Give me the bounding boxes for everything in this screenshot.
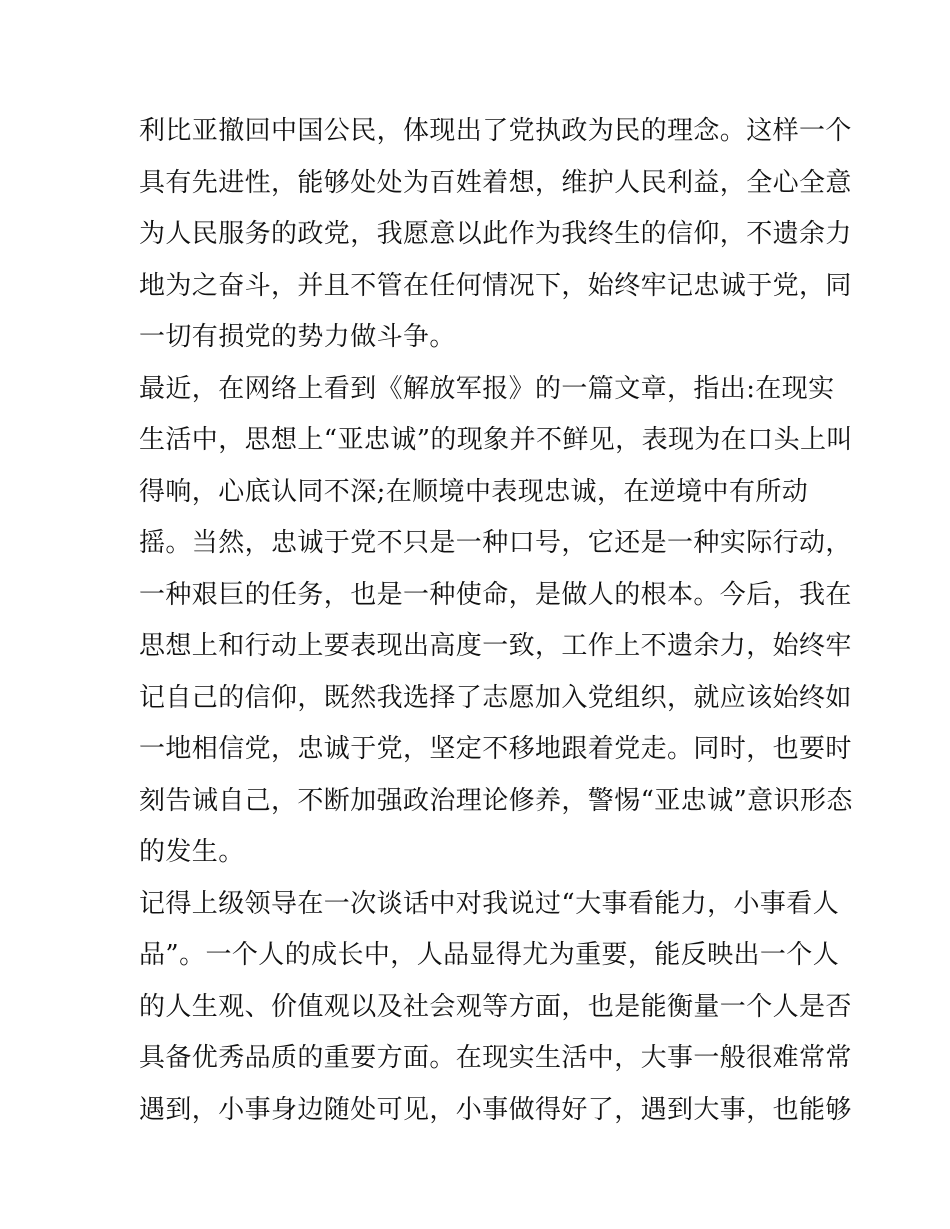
text-line: 生活中，思想上“亚忠诚”的现象并不鲜见，表现为在口头上叫 xyxy=(139,425,853,455)
text-line: 为人民服务的政党，我愿意以此作为我终生的信仰，不遗余力 xyxy=(139,219,852,249)
text-line: 思想上和行动上要表现出高度一致，工作上不遗余力，始终牢 xyxy=(139,631,852,661)
text-line: 利比亚撤回中国公民，体现出了党执政为民的理念。这样一个 xyxy=(139,116,852,146)
text-line: 具备优秀品质的重要方面。在现实生活中，大事一般很难常常 xyxy=(139,1043,852,1073)
text-line: 一切有损党的势力做斗争。 xyxy=(139,322,456,352)
text-line: 摇。当然，忠诚于党不只是一种口号，它还是一种实际行动， xyxy=(139,528,852,558)
text-line: 一种艰巨的任务，也是一种使命，是做人的根本。今后，我在 xyxy=(139,579,852,610)
text-line: 具有先进性，能够处处为百姓着想，维护人民利益，全心全意 xyxy=(139,167,852,198)
text-line: 遇到，小事身边随处可见，小事做得好了，遇到大事，也能够 xyxy=(139,1094,852,1125)
text-line: 记得上级领导在一次谈话中对我说过“大事看能力，小事看人 xyxy=(139,888,840,919)
text-line: 最近，在网络上看到《解放军报》的一篇文章，指出:在现实 xyxy=(139,373,835,404)
text-line: 地为之奋斗，并且不管在任何情况下，始终牢记忠诚于党，同 xyxy=(139,270,852,301)
text-line: 刻告诫自己，不断加强政治理论修养，警惕“亚忠诚”意识形态 xyxy=(139,785,853,816)
text-line: 品”。一个人的成长中，人品显得尤为重要，能反映出一个人 xyxy=(139,940,840,970)
text-line: 的发生。 xyxy=(139,837,245,867)
text-line: 的人生观、价值观以及社会观等方面，也是能衡量一个人是否 xyxy=(139,991,852,1022)
text-line: 一地相信党，忠诚于党，坚定不移地跟着党走。同时，也要时 xyxy=(139,734,852,764)
text-line: 记自己的信仰，既然我选择了志愿加入党组织，就应该始终如 xyxy=(139,682,852,713)
body-text xyxy=(139,106,853,1136)
text-line: 得响，心底认同不深;在顺境中表现忠诚，在逆境中有所动 xyxy=(139,476,809,507)
